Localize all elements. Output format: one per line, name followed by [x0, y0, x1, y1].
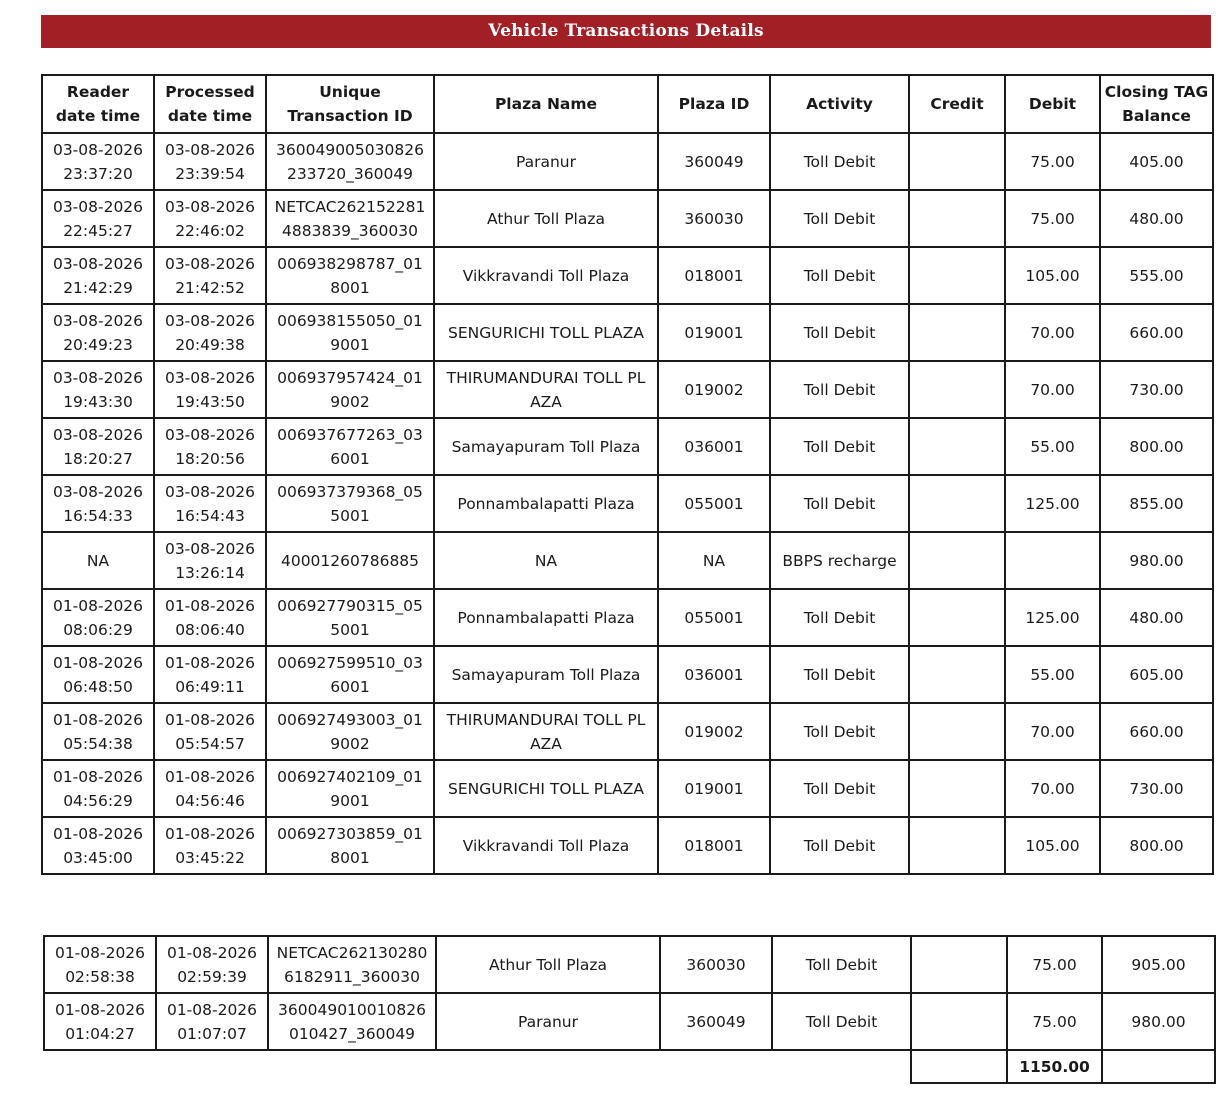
activity: Toll Debit	[772, 936, 911, 993]
transaction-id-line: 40001260786885	[280, 551, 420, 570]
processed-date-time-line: 03-08-2026	[164, 140, 256, 159]
transaction-id	[266, 190, 434, 247]
processed-date-time-line: 03-08-2026	[164, 482, 256, 501]
activity: Toll Debit	[770, 589, 909, 646]
processed-date-time-line: 23:39:54	[175, 164, 245, 183]
processed-date-time-line: 05:54:57	[175, 734, 245, 753]
transaction-id	[266, 304, 434, 361]
col-debit: Debit	[1005, 75, 1100, 133]
activity: Toll Debit	[770, 760, 909, 817]
transaction-id-line: 006937379368_05	[277, 482, 423, 501]
transaction-id-line: 006938298787_01	[277, 254, 423, 273]
table-row	[42, 646, 1213, 703]
processed-date-time-line: 13:26:14	[175, 563, 245, 582]
plaza-name: Samayapuram Toll Plaza	[434, 418, 658, 475]
debit-amount: 75.00	[1007, 993, 1102, 1050]
plaza-id: 360049	[660, 993, 772, 1050]
closing-balance: 980.00	[1102, 993, 1215, 1050]
activity: Toll Debit	[770, 247, 909, 304]
debit-amount: 125.00	[1005, 589, 1100, 646]
credit-amount	[909, 703, 1005, 760]
reader-date-time	[42, 589, 154, 646]
debit-amount: 55.00	[1005, 418, 1100, 475]
transactions-table	[41, 74, 1214, 875]
plaza-id: NA	[658, 532, 770, 589]
reader-date-time	[42, 532, 154, 589]
transaction-id-line: 006927790315_05	[277, 596, 423, 615]
activity: Toll Debit	[770, 304, 909, 361]
debit-amount: 105.00	[1005, 817, 1100, 874]
closing-balance: 555.00	[1100, 247, 1213, 304]
activity: Toll Debit	[770, 646, 909, 703]
transaction-id-line: 006927402109_01	[277, 767, 423, 786]
processed-date-time	[154, 532, 266, 589]
processed-date-time-line: 01-08-2026	[164, 824, 256, 843]
debit-amount: 75.00	[1005, 190, 1100, 247]
reader-date-time-line: 01-08-2026	[54, 1000, 146, 1019]
total-credit-cell	[911, 1050, 1007, 1083]
debit-amount: 75.00	[1005, 133, 1100, 190]
credit-amount	[909, 760, 1005, 817]
reader-date-time-line: 06:48:50	[63, 677, 133, 696]
transaction-id	[266, 532, 434, 589]
reader-date-time-line: 01-08-2026	[52, 710, 144, 729]
plaza-id: 019002	[658, 361, 770, 418]
reader-date-time	[42, 304, 154, 361]
reader-date-time-line: 16:54:33	[63, 506, 133, 525]
processed-date-time-line: 03-08-2026	[164, 311, 256, 330]
processed-date-time-line: 01-08-2026	[166, 1000, 258, 1019]
closing-balance: 605.00	[1100, 646, 1213, 703]
plaza-name: Vikkravandi Toll Plaza	[434, 247, 658, 304]
col-activity: Activity	[770, 75, 909, 133]
closing-balance: 660.00	[1100, 304, 1213, 361]
debit-amount: 70.00	[1005, 760, 1100, 817]
transaction-id	[266, 418, 434, 475]
total-row	[44, 1050, 1215, 1083]
reader-date-time-line: 03-08-2026	[52, 482, 144, 501]
credit-amount	[909, 589, 1005, 646]
transactions-body-continued	[44, 936, 1215, 1050]
closing-balance: 480.00	[1100, 190, 1213, 247]
table-row	[44, 993, 1215, 1050]
table-row	[42, 475, 1213, 532]
plaza-id: 036001	[658, 646, 770, 703]
transaction-id	[266, 760, 434, 817]
transaction-id	[266, 361, 434, 418]
total-debit: 1150.00	[1007, 1050, 1102, 1083]
transaction-id-line: 9002	[330, 734, 370, 753]
credit-amount	[909, 817, 1005, 874]
processed-date-time	[154, 418, 266, 475]
header-row	[42, 75, 1213, 133]
plaza-id: 055001	[658, 475, 770, 532]
transaction-id-line: 233720_360049	[286, 164, 414, 183]
transaction-id	[266, 133, 434, 190]
reader-date-time-line: 03-08-2026	[52, 197, 144, 216]
transaction-id	[268, 936, 436, 993]
reader-date-time-line: 02:58:38	[65, 967, 135, 986]
processed-date-time	[154, 304, 266, 361]
plaza-id: 360049	[658, 133, 770, 190]
plaza-id: 055001	[658, 589, 770, 646]
transaction-id-line: 9001	[330, 791, 370, 810]
debit-amount: 125.00	[1005, 475, 1100, 532]
processed-date-time-line: 03:45:22	[175, 848, 245, 867]
processed-date-time-line: 03-08-2026	[164, 197, 256, 216]
table-row	[42, 133, 1213, 190]
plaza-name: Athur Toll Plaza	[436, 936, 660, 993]
table-row	[42, 304, 1213, 361]
col-closing-balance: Closing TAG Balance	[1100, 75, 1213, 133]
transaction-id	[266, 589, 434, 646]
debit-amount: 55.00	[1005, 646, 1100, 703]
transaction-id-line: 4883839_360030	[282, 221, 418, 240]
processed-date-time-line: 01-08-2026	[164, 653, 256, 672]
processed-date-time-line: 19:43:50	[175, 392, 245, 411]
reader-date-time-line: NA	[86, 551, 110, 570]
processed-date-time	[154, 646, 266, 703]
reader-date-time	[42, 817, 154, 874]
closing-balance: 730.00	[1100, 760, 1213, 817]
plaza-name: NA	[434, 532, 658, 589]
reader-date-time-line: 23:37:20	[63, 164, 133, 183]
reader-date-time-line: 01-08-2026	[52, 767, 144, 786]
closing-balance: 905.00	[1102, 936, 1215, 993]
debit-amount	[1005, 532, 1100, 589]
transactions-table-continued	[43, 935, 1216, 1084]
processed-date-time-line: 01-08-2026	[166, 943, 258, 962]
debit-amount: 70.00	[1005, 703, 1100, 760]
total-closing-cell	[1102, 1050, 1215, 1083]
processed-date-time-line: 01-08-2026	[164, 710, 256, 729]
credit-amount	[909, 418, 1005, 475]
plaza-name: Samayapuram Toll Plaza	[434, 646, 658, 703]
reader-date-time-line: 18:20:27	[63, 449, 133, 468]
transaction-id-line: 5001	[330, 620, 370, 639]
processed-date-time-line: 04:56:46	[175, 791, 245, 810]
reader-date-time-line: 01-08-2026	[54, 943, 146, 962]
reader-date-time-line: 01-08-2026	[52, 824, 144, 843]
table-row	[42, 190, 1213, 247]
reader-date-time-line: 01-08-2026	[52, 653, 144, 672]
transaction-id-line: 8001	[330, 278, 370, 297]
closing-balance: 800.00	[1100, 418, 1213, 475]
processed-date-time-line: 20:49:38	[175, 335, 245, 354]
activity: Toll Debit	[770, 418, 909, 475]
processed-date-time	[154, 817, 266, 874]
reader-date-time	[42, 418, 154, 475]
table-row	[44, 936, 1215, 993]
col-credit: Credit	[909, 75, 1005, 133]
reader-date-time	[42, 703, 154, 760]
credit-amount	[911, 936, 1007, 993]
transaction-id-line: 360049010010826	[278, 1000, 426, 1019]
plaza-name-line: AZA	[530, 734, 562, 753]
processed-date-time-line: 01-08-2026	[164, 596, 256, 615]
plaza-name-line: THIRUMANDURAI TOLL PL	[446, 710, 646, 729]
reader-date-time-line: 03:45:00	[63, 848, 133, 867]
processed-date-time-line: 03-08-2026	[164, 425, 256, 444]
reader-date-time-line: 01:04:27	[65, 1024, 135, 1043]
plaza-name: SENGURICHI TOLL PLAZA	[434, 304, 658, 361]
reader-date-time	[44, 936, 156, 993]
debit-amount: 75.00	[1007, 936, 1102, 993]
plaza-name: Paranur	[436, 993, 660, 1050]
processed-date-time	[154, 475, 266, 532]
credit-amount	[909, 133, 1005, 190]
plaza-name: Ponnambalapatti Plaza	[434, 589, 658, 646]
plaza-id: 360030	[658, 190, 770, 247]
transaction-id-line: 5001	[330, 506, 370, 525]
transaction-id	[266, 247, 434, 304]
col-plaza-id: Plaza ID	[658, 75, 770, 133]
reader-date-time	[42, 646, 154, 703]
closing-balance: 405.00	[1100, 133, 1213, 190]
plaza-id: 018001	[658, 817, 770, 874]
plaza-id: 036001	[658, 418, 770, 475]
reader-date-time-line: 08:06:29	[63, 620, 133, 639]
transaction-id-line: 006937957424_01	[277, 368, 423, 387]
table-row	[42, 760, 1213, 817]
plaza-id: 018001	[658, 247, 770, 304]
transaction-id-line: 9001	[330, 335, 370, 354]
transaction-id-line: 010427_360049	[288, 1024, 416, 1043]
reader-date-time-line: 19:43:30	[63, 392, 133, 411]
reader-date-time-line: 20:49:23	[63, 335, 133, 354]
debit-amount: 105.00	[1005, 247, 1100, 304]
transaction-id	[266, 703, 434, 760]
reader-date-time-line: 04:56:29	[63, 791, 133, 810]
reader-date-time	[42, 760, 154, 817]
plaza-name: Ponnambalapatti Plaza	[434, 475, 658, 532]
transaction-id-line: 360049005030826	[276, 140, 424, 159]
reader-date-time-line: 03-08-2026	[52, 311, 144, 330]
plaza-name-line: THIRUMANDURAI TOLL PL	[446, 368, 646, 387]
processed-date-time-line: 08:06:40	[175, 620, 245, 639]
activity: Toll Debit	[770, 190, 909, 247]
processed-date-time-line: 06:49:11	[175, 677, 245, 696]
table-row	[42, 247, 1213, 304]
activity: BBPS recharge	[770, 532, 909, 589]
reader-date-time-line: 03-08-2026	[52, 425, 144, 444]
credit-amount	[909, 532, 1005, 589]
table-row	[42, 361, 1213, 418]
closing-balance: 660.00	[1100, 703, 1213, 760]
processed-date-time-line: 18:20:56	[175, 449, 245, 468]
transaction-id-line: 006938155050_01	[277, 311, 423, 330]
activity: Toll Debit	[772, 993, 911, 1050]
processed-date-time-line: 22:46:02	[175, 221, 245, 240]
reader-date-time	[42, 361, 154, 418]
plaza-id: 019001	[658, 760, 770, 817]
processed-date-time-line: 21:42:52	[175, 278, 245, 297]
transaction-id-line: 006927493003_01	[277, 710, 423, 729]
activity: Toll Debit	[770, 817, 909, 874]
activity: Toll Debit	[770, 361, 909, 418]
processed-date-time	[154, 760, 266, 817]
transaction-id	[266, 817, 434, 874]
debit-amount: 70.00	[1005, 304, 1100, 361]
transaction-id-line: 9002	[330, 392, 370, 411]
processed-date-time	[154, 361, 266, 418]
transaction-id-line: NETCAC262152281	[274, 197, 426, 216]
credit-amount	[909, 247, 1005, 304]
reader-date-time-line: 01-08-2026	[52, 596, 144, 615]
transaction-id	[266, 475, 434, 532]
plaza-name-line: AZA	[530, 392, 562, 411]
closing-balance: 855.00	[1100, 475, 1213, 532]
processed-date-time-line: 02:59:39	[177, 967, 247, 986]
processed-date-time-line: 03-08-2026	[164, 539, 256, 558]
reader-date-time-line: 22:45:27	[63, 221, 133, 240]
reader-date-time-line: 21:42:29	[63, 278, 133, 297]
table-row	[42, 703, 1213, 760]
reader-date-time	[44, 993, 156, 1050]
processed-date-time	[154, 247, 266, 304]
credit-amount	[911, 993, 1007, 1050]
table-row	[42, 589, 1213, 646]
transaction-id-line: NETCAC262130280	[276, 943, 428, 962]
reader-date-time	[42, 133, 154, 190]
closing-balance: 480.00	[1100, 589, 1213, 646]
transaction-id-line: 6001	[330, 677, 370, 696]
processed-date-time	[156, 936, 268, 993]
reader-date-time-line: 05:54:38	[63, 734, 133, 753]
col-plaza-name: Plaza Name	[434, 75, 658, 133]
plaza-name: Vikkravandi Toll Plaza	[434, 817, 658, 874]
reader-date-time-line: 03-08-2026	[52, 254, 144, 273]
reader-date-time	[42, 475, 154, 532]
closing-balance: 980.00	[1100, 532, 1213, 589]
plaza-name	[434, 703, 658, 760]
total-spacer	[44, 1050, 911, 1083]
debit-amount: 70.00	[1005, 361, 1100, 418]
col-processed-date-time: Processed date time	[154, 75, 266, 133]
credit-amount	[909, 304, 1005, 361]
plaza-id: 360030	[660, 936, 772, 993]
processed-date-time	[154, 589, 266, 646]
reader-date-time-line: 03-08-2026	[52, 140, 144, 159]
transaction-id	[268, 993, 436, 1050]
table-row	[42, 418, 1213, 475]
transaction-id-line: 006927599510_03	[277, 653, 423, 672]
reader-date-time	[42, 247, 154, 304]
plaza-name: SENGURICHI TOLL PLAZA	[434, 760, 658, 817]
transactions-body	[42, 133, 1213, 874]
report-title: Vehicle Transactions Details	[41, 15, 1211, 48]
col-reader-date-time: Reader date time	[42, 75, 154, 133]
table-row	[42, 817, 1213, 874]
plaza-name: Paranur	[434, 133, 658, 190]
activity: Toll Debit	[770, 703, 909, 760]
reader-date-time	[42, 190, 154, 247]
processed-date-time-line: 01-08-2026	[164, 767, 256, 786]
credit-amount	[909, 475, 1005, 532]
processed-date-time-line: 01:07:07	[177, 1024, 247, 1043]
processed-date-time-line: 03-08-2026	[164, 254, 256, 273]
transaction-id-line: 6182911_360030	[284, 967, 420, 986]
processed-date-time	[154, 190, 266, 247]
transaction-id-line: 006937677263_03	[277, 425, 423, 444]
processed-date-time-line: 03-08-2026	[164, 368, 256, 387]
activity: Toll Debit	[770, 133, 909, 190]
transaction-id	[266, 646, 434, 703]
plaza-name: Athur Toll Plaza	[434, 190, 658, 247]
activity: Toll Debit	[770, 475, 909, 532]
processed-date-time	[154, 133, 266, 190]
transaction-id-line: 8001	[330, 848, 370, 867]
reader-date-time-line: 03-08-2026	[52, 368, 144, 387]
credit-amount	[909, 361, 1005, 418]
plaza-id: 019002	[658, 703, 770, 760]
credit-amount	[909, 646, 1005, 703]
col-transaction-id: Unique Transaction ID	[266, 75, 434, 133]
closing-balance: 800.00	[1100, 817, 1213, 874]
transaction-id-line: 6001	[330, 449, 370, 468]
processed-date-time-line: 16:54:43	[175, 506, 245, 525]
closing-balance: 730.00	[1100, 361, 1213, 418]
table-row	[42, 532, 1213, 589]
credit-amount	[909, 190, 1005, 247]
processed-date-time	[156, 993, 268, 1050]
processed-date-time	[154, 703, 266, 760]
plaza-id: 019001	[658, 304, 770, 361]
plaza-name	[434, 361, 658, 418]
transaction-id-line: 006927303859_01	[277, 824, 423, 843]
